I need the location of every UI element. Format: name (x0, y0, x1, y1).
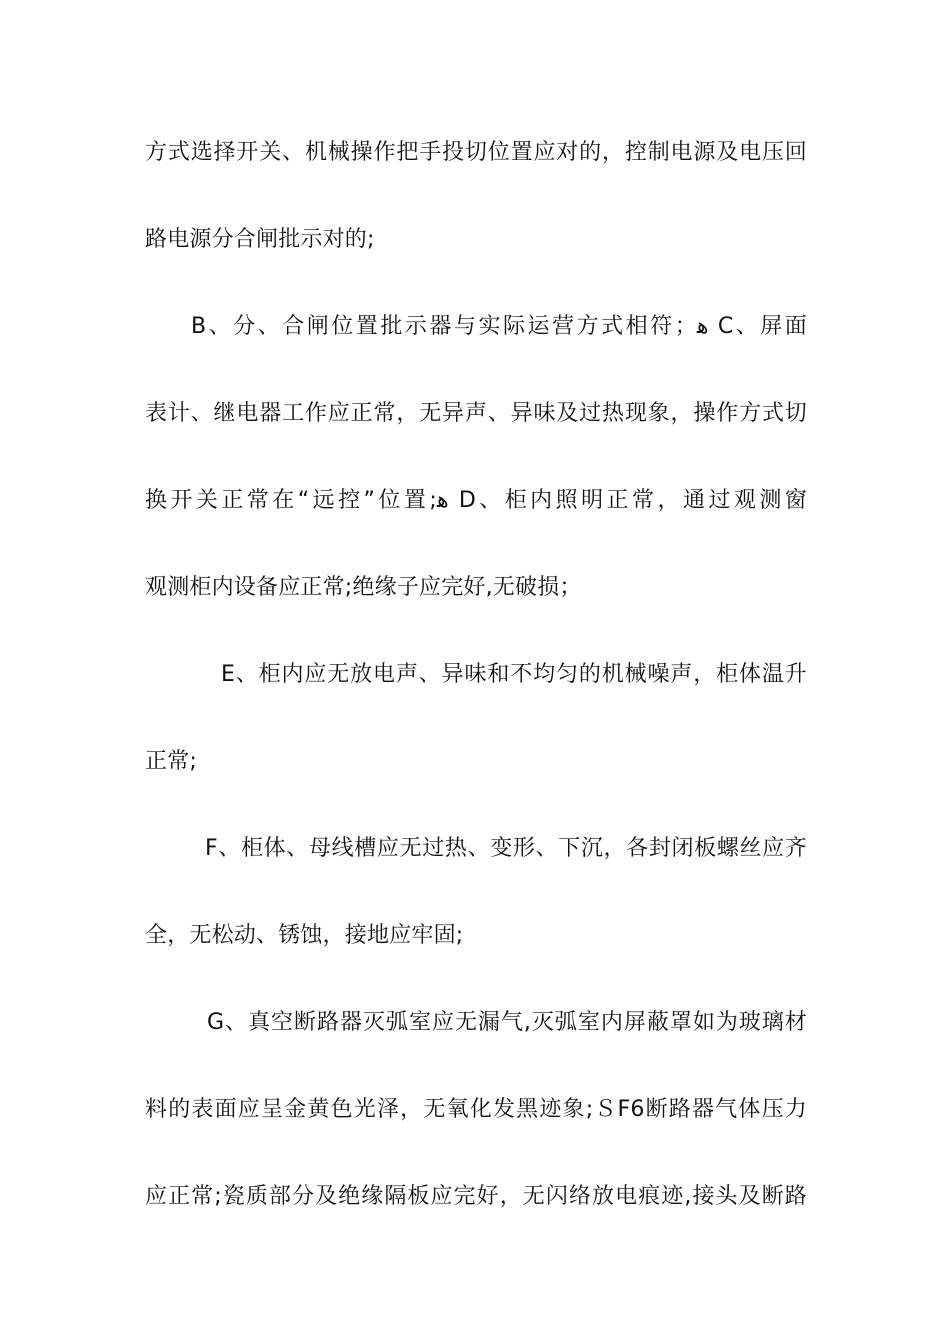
text-line-1: 方式选择开关、机械操作把手投切位置应对的，控制电源及电压回 (145, 140, 807, 165)
text-line-12: 料的表面应呈金黄色光泽，无氧化发黑迹象;ＳF6断路器气体压力 (145, 1097, 807, 1122)
text-line-2: 路电源分合闸批示对的; (145, 227, 375, 252)
text-line-13: 应正常;瓷质部分及绝缘隔板应完好，无闪络放电痕迹,接头及断路 (145, 1184, 807, 1209)
text-line-3: B、分、合闸位置批示器与实际运营方式相符；ﻫ C、屏面 (191, 314, 807, 339)
text-line-6: 观测柜内设备应正常;绝缘子应完好,无破损； (145, 575, 582, 600)
text-line-5: 换开关正常在“远控”位置;ﻫ D、柜内照明正常，通过观测窗 (145, 488, 807, 513)
text-line-8: 正常; (145, 749, 198, 774)
text-line-10: 全，无松动、锈蚀，接地应牢固; (145, 923, 464, 948)
text-line-7: E、柜内应无放电声、异味和不均匀的机械噪声，柜体温升 (221, 662, 807, 687)
text-line-4: 表计、继电器工作应正常，无异声、异味及过热现象，操作方式切 (145, 401, 807, 426)
text-line-11: G、真空断路器灭弧室应无漏气,灭弧室内屏蔽罩如为玻璃材 (207, 1010, 807, 1035)
text-line-9: F、柜体、母线槽应无过热、变形、下沉，各封闭板螺丝应齐 (205, 836, 807, 861)
